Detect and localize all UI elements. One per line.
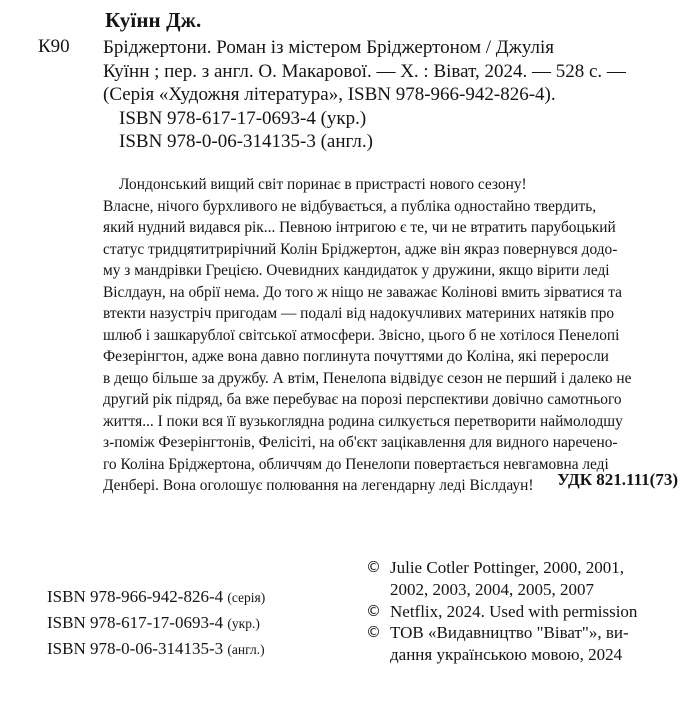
- isbn-number: ISBN 978-0-06-314135-3: [47, 639, 224, 658]
- copyright-icon: ©: [366, 601, 381, 620]
- biblio-line: Куїнн ; пер. з англ. О. Макарової. — Х. : Віват, 2024. — 528 с. —: [103, 60, 626, 82]
- isbn-row: [47, 610, 265, 636]
- udk-code: УДК 821.111(73): [557, 470, 678, 489]
- biblio-isbn-eng: ISBN 978-0-06-314135-3 (англ.): [119, 131, 373, 152]
- isbn-number: ISBN 978-617-17-0693-4: [47, 613, 224, 632]
- annotation-line: з-поміж Фезерінгтонів, Фелісіті, на об'єкт зацікавлення для видного наречено-: [103, 434, 618, 451]
- biblio-line: Бріджертони. Роман із містером Бріджертоном / Джулія: [103, 37, 555, 58]
- annotation-line: шлюб і зашкарублої світської атмосфери. Звісно, цього б не хотілося Пенелопі: [103, 326, 620, 344]
- copyright-block: [366, 557, 686, 666]
- isbn-number: ISBN 978-966-942-826-4: [47, 587, 224, 606]
- copyright-line: Julie Cotler Pottinger, 2000, 2001,: [390, 558, 624, 577]
- classification-code: К90: [38, 36, 70, 57]
- copyright-entry: [366, 601, 686, 623]
- copyright-entry: [366, 622, 686, 666]
- isbn-note: (серія): [227, 590, 266, 605]
- copyright-icon: ©: [366, 623, 381, 642]
- annotation-line: який нудний видався рік... Певною інтригою є те, чи не втратить парубоцький: [103, 219, 616, 236]
- annotation-line: втекти назустріч пригодам — подалі від надокучливих материних натяків про: [103, 305, 615, 322]
- copyright-line: дання українською мовою, 2024: [390, 645, 623, 665]
- annotation-line: му з мандрівки Грецією. Очевидних кандидаток у дружини, якщо вірити леді: [103, 262, 610, 279]
- annotation-line: життя... І поки вся її вузькоглядна родина силкується перетворити наймолодшу: [103, 412, 623, 430]
- annotation-line: Власне, нічого бурхливого не відбувається, а публіка одностайно твердить,: [103, 197, 597, 215]
- annotation-line: Денбері. Вона оголошує полювання на легендарну леді Віслдаун!: [103, 477, 534, 494]
- copyright-line: Netflix, 2024. Used with permission: [390, 601, 638, 621]
- annotation-line: Лондонський вищий світ поринає в пристрасті нового сезону!: [119, 176, 527, 193]
- isbn-row: [47, 584, 265, 610]
- annotation-line: статус тридцятитрирічний Колін Бріджертон, адже він якраз повернувся додо-: [103, 240, 618, 258]
- author-name: Куїнн Дж.: [105, 8, 202, 32]
- annotation-line: в дещо більше за дружбу. А втім, Пенелопа відвідує сезон не перший і далеко не: [103, 369, 632, 387]
- annotation-line: Віслдаун, на обрії нема. До того ж ніщо не заважає Колінові вмить зірватися та: [103, 283, 622, 301]
- copyright-icon: ©: [366, 558, 381, 576]
- isbn-note: (англ.): [227, 642, 265, 657]
- copyright-line: ТОВ «Видавництво "Віват"», ви-: [390, 623, 629, 643]
- bibliographic-record: [103, 36, 678, 154]
- copyright-line: 2002, 2003, 2004, 2005, 2007: [390, 579, 594, 599]
- biblio-isbn-ukr: ISBN 978-617-17-0693-4 (укр.): [119, 107, 367, 129]
- biblio-line: (Серія «Художня література», ISBN 978-966-942-826-4).: [103, 84, 556, 105]
- annotation-text: [103, 174, 679, 497]
- isbn-note: (укр.): [227, 616, 260, 631]
- annotation-line: Фезерінгтон, адже вона давно поглинута почуттями до Коліна, які переросли: [103, 348, 609, 365]
- isbn-list: [47, 584, 265, 662]
- isbn-row: [47, 636, 265, 662]
- annotation-line: другий рік підряд, ба вже перебуває на порозі перспективи довічно самотнього: [103, 391, 622, 408]
- annotation-line: го Коліна Бріджертона, обличчям до Пенелопи повертається невгамовна леді: [103, 455, 609, 473]
- copyright-entry: [366, 557, 686, 601]
